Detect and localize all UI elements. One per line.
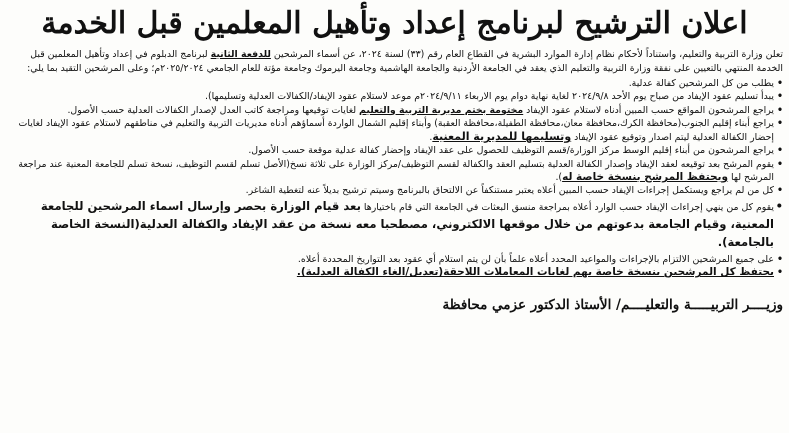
intro-paragraph (6, 48, 783, 76)
instructions-list (6, 77, 783, 280)
instruction-text: يقوم المرشح بعد توقيعه لعقد الإيفاد وإصدار الكفالة العدلية بتسليم العقد والكفالة لقسم التوظيف/مركز الوزارة على ثلاثة نسخ(الأصل تسلم لقسم التوظيف، نسخة تسلم للجامعة المعنية عند مراجعة المرشح لها (18, 158, 774, 184)
instruction-text-end: . (717, 234, 723, 249)
instruction-text: يراجع أبناء إقليم الجنوب(محافظة الكرك،محافظة معان،محافظة الطفيلة،محافظة العقبة) وأبناء إقليم الشمال الواردة أسماؤهم أدناه مديريات التربية والتعليم في مناطقهم لاستلام عقود الإيفاد لغايات إحضار الكفالة العدلية ليتم اصدار وتوقيع عقود الإيفاد (18, 117, 774, 144)
intro-text-part2: لبرنامج الدبلوم في إعداد وتأهيل المعلمين قبل الخدمة المنتهي بالتعيين على نفقة وزارة التربية والتعليم الذي يعقد في الجامعة الأردنية والجامعة الهاشمية وجامعة اليرموك وجامعة مؤتة للعام الجامعي ٢٠٢٥/٢٠٢٤م؛ وعلى المرشحين التقيد بما يلي: (27, 49, 783, 74)
instruction-item-major (6, 198, 783, 252)
instruction-item (6, 117, 783, 145)
instruction-item (6, 77, 783, 90)
instruction-item (6, 253, 783, 266)
instruction-text: يراجع المرشحون المواقع حسب المبين أدناه لاستلام عقود الإيفاد (523, 104, 774, 116)
instruction-text: يقوم كل من ينهي إجراءات الإيفاد حسب الوارد أعلاه بمراجعة منسق البعثات في الجامعة التي قام باختيارها (360, 201, 774, 213)
instruction-text-end: ). (555, 172, 563, 184)
instruction-emphasis: مختومة بختم مديرية التربية والتعليم (359, 104, 524, 116)
instruction-text-end: لغايات توقيعها ومراجعة كاتب العدل لإصدار الكفالات العدلية حسب الأصول. (67, 104, 360, 116)
instruction-item (6, 158, 783, 185)
instruction-text: يراجع المرشحون من أبناء إقليم الوسط مركز الوزارة/قسم التوظيف للحصول على عقد الإيفاد وإحضار كفالة عدلية موقعة حسب الأصول. (248, 145, 774, 157)
instruction-emphasis: وتسليمها للمديرية المعنية (432, 130, 572, 144)
instruction-emphasis: بعد قيام الوزارة بحصر وإرسال اسماء المرشحين للجامعة المعنية، وقيام الجامعة بدعوتهم من خلال موقعها الالكتروني، مصطحبا معه نسخة من عقد الإيفاد والكفالة العدلية(النسخة الخاصة بالجامعة) (40, 198, 774, 249)
instruction-item (6, 266, 783, 279)
intro-text-part1: تعلن وزارة التربية والتعليم، واستناداً لأحكام نظام إدارة الموارد البشرية في القطاع العام رقم (٣٣) لسنة ٢٠٢٤، عن أسماء المرشحين (270, 49, 783, 60)
instruction-text: يبدأ تسليم عقود الإيفاد من صباح يوم الأحد ٢٠٢٤/٩/٨ لغاية نهاية دوام يوم الاربعاء ٢٠٢٤/٩/١١م موعد لاستلام عقود الإيفاد/الكفالات العدلية وتسليمها). (205, 91, 774, 103)
intro-highlight-batch: للدفعة الثانية (210, 49, 271, 60)
instruction-item (6, 144, 783, 157)
instruction-emphasis: ويحتفظ المرشح بنسخة خاصة له (562, 171, 729, 184)
minister-signature-line: وزيــــر التربيـــــة والتعليــــم/ الأستاذ الدكتور عزمي محافظة (442, 296, 783, 313)
instruction-text: كل من لم يراجع ويستكمل إجراءات الإيفاد حسب المبين أعلاه يعتبر مستنكفاً عن الالتحاق بالبرنامج وسيتم ترشيح بديلاً عنه لتغطية الشاغر. (245, 185, 774, 197)
instruction-text-end: . (429, 132, 433, 144)
instruction-item (6, 104, 783, 117)
instruction-text: يطلب من كل المرشحين كفالة عدلية. (628, 78, 774, 89)
announcement-title: اعلان الترشيح لبرنامج إعداد وتأهيل المعلمين قبل الخدمة (41, 6, 748, 41)
instruction-item (6, 184, 783, 197)
instruction-emphasis: يحتفظ كل المرشحين بنسخة خاصة بهم لغايات المعاملات اللاحقة(تعديل/الغاء الكفالة العدلية). (296, 266, 774, 279)
instruction-text: على جميع المرشحين الالتزام بالإجراءات والمواعيد المحدد أعلاه علماً بأن لن يتم استلام أي عقود بعد التواريخ المحددة أعلاه. (297, 254, 774, 266)
instruction-item (6, 90, 783, 103)
